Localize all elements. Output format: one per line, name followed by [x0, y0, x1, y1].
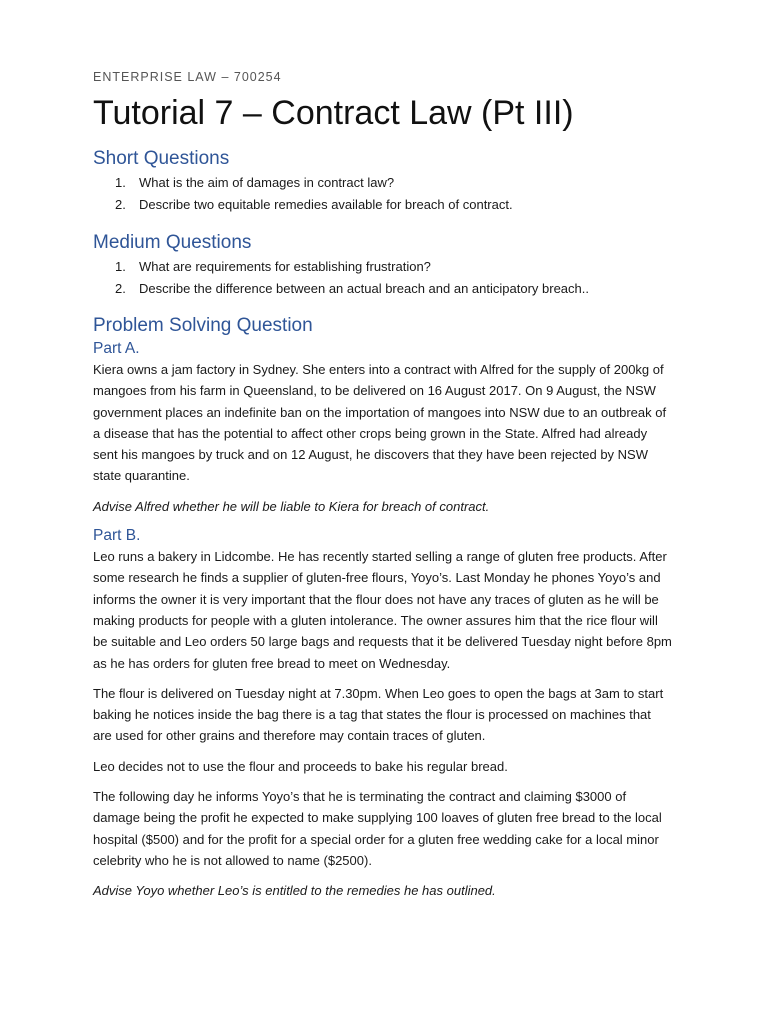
document-page	[93, 66, 673, 911]
list-number: 1.	[115, 259, 126, 274]
list-number: 2.	[115, 281, 126, 296]
part-b-paragraph: The following day he informs Yoyo’s that he is terminating the contract and claiming $3000 of damage being the profit he expected to make supplying 100 loaves of gluten free bread to the local hospital ($500) and for the profit for a special order for a gluten free wedding cake for a local minor celebrity who he is not allowed to name ($2500).	[93, 789, 662, 868]
question-text: What is the aim of damages in contract law?	[139, 175, 395, 190]
part-a-instruction: Advise Alfred whether he will be liable to Kiera for breach of contract.	[93, 498, 490, 514]
list-item	[93, 172, 673, 194]
question-text: Describe the difference between an actual breach and an anticipatory breach..	[139, 281, 589, 296]
short-questions-list	[93, 172, 673, 216]
list-item	[93, 256, 673, 278]
list-item	[93, 194, 673, 216]
list-number: 2.	[115, 197, 126, 212]
list-item	[93, 278, 673, 300]
medium-questions-list	[93, 256, 673, 300]
part-b-paragraph: Leo decides not to use the flour and proceeds to bake his regular bread.	[93, 758, 508, 774]
part-a-heading: Part A.	[93, 340, 140, 357]
part-b-paragraph: Leo runs a bakery in Lidcombe. He has recently started selling a range of gluten free products. After some research he finds a supplier of gluten-free flours, Yoyo’s. Last Monday he phones Yoyo’s and informs the owner it is very important that the flour does not have any traces of gluten as he will be making products for people with a gluten intolerance. The owner assures him that the rice flour will be suitable and Leo orders 50 large bags and requests that it be delivered Tuesday night before 8pm as he has orders for gluten free bread to meet on Wednesday.	[93, 549, 672, 671]
question-text: What are requirements for establishing frustration?	[139, 259, 431, 274]
part-b-instruction: Advise Yoyo whether Leo’s is entitled to the remedies he has outlined.	[93, 883, 496, 899]
part-a-paragraph: Kiera owns a jam factory in Sydney. She enters into a contract with Alfred for the supply of 200kg of mangoes from his farm in Queensland, to be delivered on 16 August 2017. On 9 August, the NSW government places an indefinite ban on the importation of mangoes into NSW due to an outbreak of a disease that has the potential to affect other crops being grown in the State. Alfred had already sent his mangoes by truck and on 12 August, he discovers that they have been rejected by NSW state quarantine.	[93, 362, 667, 484]
part-b-paragraph: The flour is delivered on Tuesday night at 7.30pm. When Leo goes to open the bags at 3am to start baking he notices inside the bag there is a tag that states the flour is processed on machines that are used for other grains and therefore may contain traces of gluten.	[93, 685, 664, 744]
list-number: 1.	[115, 175, 126, 190]
course-code: ENTERPRISE LAW – 700254	[93, 70, 282, 84]
short-questions-heading: Short Questions	[93, 148, 230, 169]
problem-heading: Problem Solving Question	[93, 315, 313, 336]
page-title: Tutorial 7 – Contract Law (Pt III)	[93, 94, 574, 132]
part-b-heading: Part B.	[93, 527, 141, 545]
question-text: Describe two equitable remedies available for breach of contract.	[139, 197, 513, 212]
medium-questions-heading: Medium Questions	[93, 232, 252, 253]
